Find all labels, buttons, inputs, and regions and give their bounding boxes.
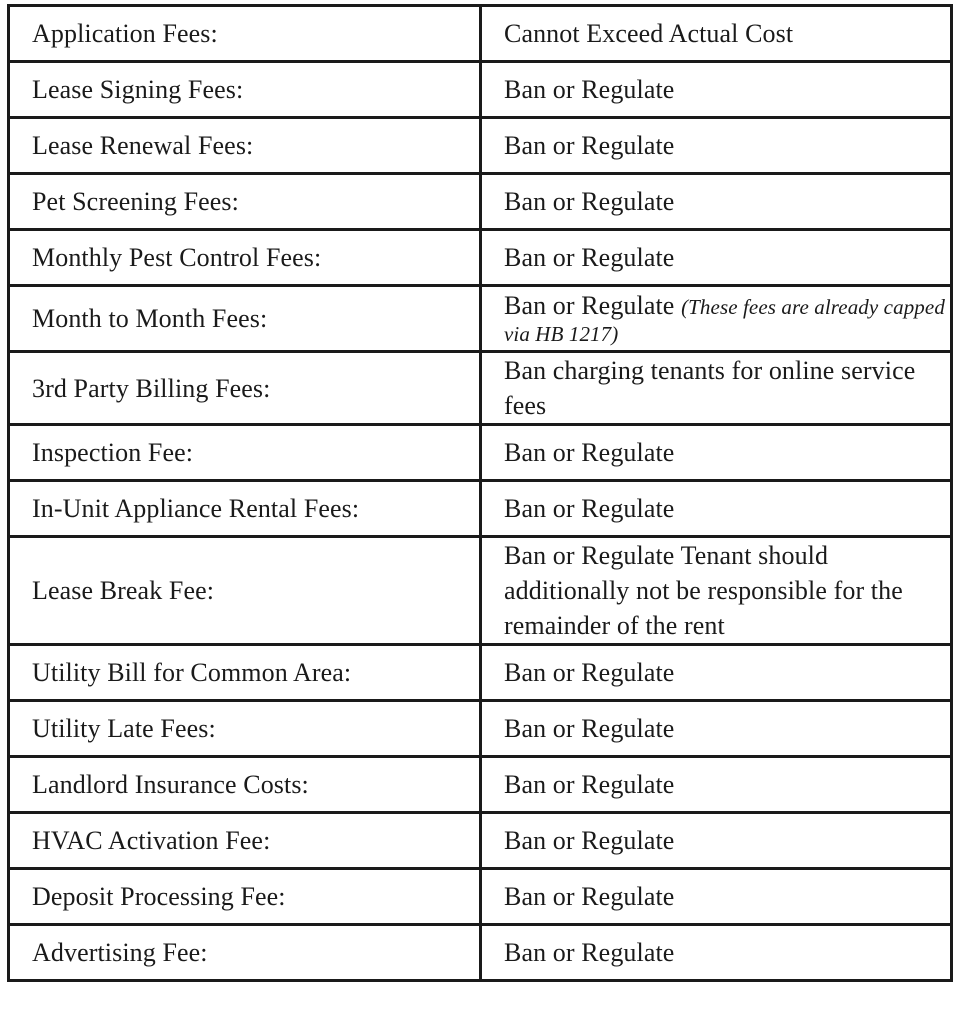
fee-name-cell: Lease Break Fee: [9,537,481,645]
fee-name-cell: Lease Renewal Fees: [9,118,481,174]
table-row [9,869,952,925]
fee-policy-cell [481,174,952,230]
fee-table-body [9,6,952,981]
policy-text: Ban or Regulate [504,938,675,967]
table-row [9,425,952,481]
fee-policy-cell [481,286,952,352]
policy-text: Ban or Regulate Tenant should additionally not be responsible for the remainder of the rent [504,541,903,640]
fee-policy-cell [481,645,952,701]
table-row [9,230,952,286]
policy-note: (These fees are already capped via HB 1217) [504,294,945,346]
policy-text: Ban or Regulate [504,770,675,799]
fee-policy-cell [481,6,952,62]
policy-text: Ban or Regulate [504,290,675,320]
policy-text: Ban charging tenants for online service fees [504,356,916,420]
table-row [9,757,952,813]
policy-text: Ban or Regulate [504,131,675,160]
table-row [9,645,952,701]
policy-text: Cannot Exceed Actual Cost [504,19,794,48]
fee-policy-table [7,4,953,982]
table-row [9,701,952,757]
fee-name-cell: Utility Bill for Common Area: [9,645,481,701]
fee-policy-cell [481,925,952,981]
policy-text: Ban or Regulate [504,438,675,467]
fee-name-cell: Month to Month Fees: [9,286,481,352]
fee-policy-cell [481,118,952,174]
fee-name-cell: In-Unit Appliance Rental Fees: [9,481,481,537]
fee-policy-cell [481,757,952,813]
fee-policy-cell [481,481,952,537]
fee-name-cell: Landlord Insurance Costs: [9,757,481,813]
fee-name-cell: Pet Screening Fees: [9,174,481,230]
fee-name-cell: Inspection Fee: [9,425,481,481]
policy-text: Ban or Regulate [504,243,675,272]
policy-text: Ban or Regulate [504,187,675,216]
fee-policy-cell [481,869,952,925]
policy-text: Ban or Regulate [504,75,675,104]
fee-policy-cell [481,537,952,645]
policy-text: Ban or Regulate [504,658,675,687]
table-row [9,481,952,537]
policy-text: Ban or Regulate [504,494,675,523]
table-row [9,174,952,230]
table-row [9,118,952,174]
policy-text: Ban or Regulate [504,826,675,855]
fee-policy-cell [481,425,952,481]
fee-policy-cell [481,62,952,118]
fee-name-cell: Monthly Pest Control Fees: [9,230,481,286]
fee-name-cell: HVAC Activation Fee: [9,813,481,869]
fee-policy-cell [481,701,952,757]
table-row [9,813,952,869]
policy-text: Ban or Regulate [504,882,675,911]
table-row [9,537,952,645]
fee-name-cell: Lease Signing Fees: [9,62,481,118]
fee-policy-cell [481,813,952,869]
table-row [9,925,952,981]
fee-name-cell: Advertising Fee: [9,925,481,981]
fee-name-cell: Utility Late Fees: [9,701,481,757]
table-row [9,352,952,425]
table-row [9,62,952,118]
fee-name-cell: 3rd Party Billing Fees: [9,352,481,425]
fee-policy-cell [481,352,952,425]
fee-name-cell: Application Fees: [9,6,481,62]
table-row [9,6,952,62]
policy-text: Ban or Regulate [504,714,675,743]
fee-name-cell: Deposit Processing Fee: [9,869,481,925]
fee-policy-cell [481,230,952,286]
table-row [9,286,952,352]
